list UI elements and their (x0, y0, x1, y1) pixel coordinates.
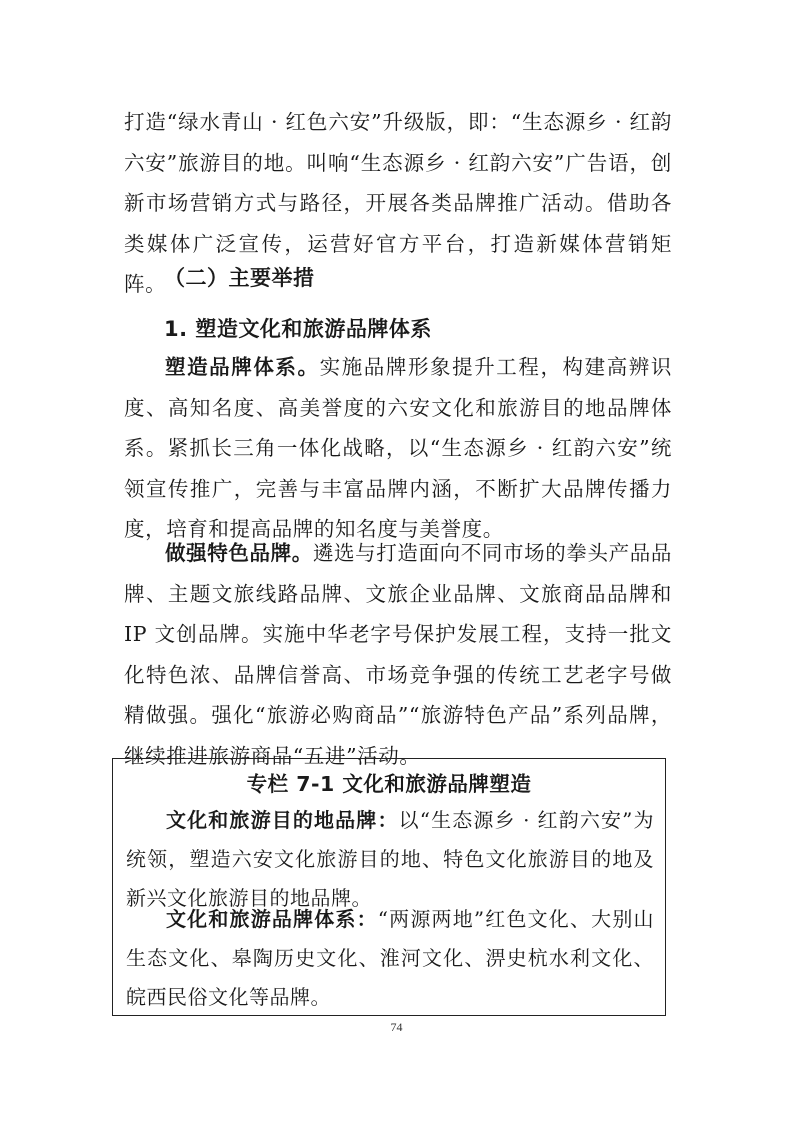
brand-system-item (126, 900, 654, 1017)
brand-system-item-lead: 文化和旅游品牌体系： (166, 907, 378, 931)
section-heading: （二）主要举措 (164, 266, 315, 290)
intro-paragraph: 打造“绿水青山 · 红色六安”升级版，即：“生态源乡 · 红韵六安”旅游目的地。叫响“生态源乡 · 红韵六安”广告语，创新市场营销方式与路径，开展各类品牌推广活动。借助各类媒体广泛宣传，运营好官方平台，打造新媒体营销矩阵。 (124, 110, 672, 297)
column-box (112, 758, 666, 1016)
brand-system-body: 实施品牌形象提升工程，构建高辨识度、高知名度、高美誉度的六安文化和旅游目的地品牌体系。紧抓长三角一体化战略，以“生态源乡 · 红韵六安”统领宣传推广，完善与丰富品牌内涵，不断扩大品牌传播力度，培育和提高品牌的知名度与美誉度。 (124, 355, 672, 542)
featured-brand-lead: 做强特色品牌。 (165, 541, 313, 565)
destination-brand-lead: 文化和旅游目的地品牌： (166, 808, 399, 832)
destination-brand-body: 以“生态源乡 · 红韵六安”为统领，塑造六安文化旅游目的地、特色文化旅游目的地及新兴文化旅游目的地品牌。 (126, 808, 654, 910)
brand-system-item-body: “两源两地”红色文化、大别山生态文化、皋陶历史文化、淮河文化、淠史杭水利文化、皖西民俗文化等品牌。 (126, 907, 655, 1009)
featured-brand-paragraph (124, 533, 672, 777)
brand-system-lead: 塑造品牌体系。 (165, 355, 320, 379)
featured-brand-body: 遴选与打造面向不同市场的拳头产品品牌、主题文旅线路品牌、文旅企业品牌、文旅商品品牌和 IP 文创品牌。实施中华老字号保护发展工程，支持一批文化特色浓、品牌信誉高、市场竞争强的传统工艺老字号做精做强。强化“旅游必购商品”“旅游特色产品”系列品牌，继续推进旅游商品“五进”活动。 (124, 541, 673, 768)
subsection-heading: 1. 塑造文化和旅游品牌体系 (164, 317, 432, 341)
column-box-title: 专栏 7-1 文化和旅游品牌塑造 (246, 772, 532, 796)
brand-system-paragraph (124, 347, 672, 550)
page-number: 74 (390, 1020, 403, 1034)
